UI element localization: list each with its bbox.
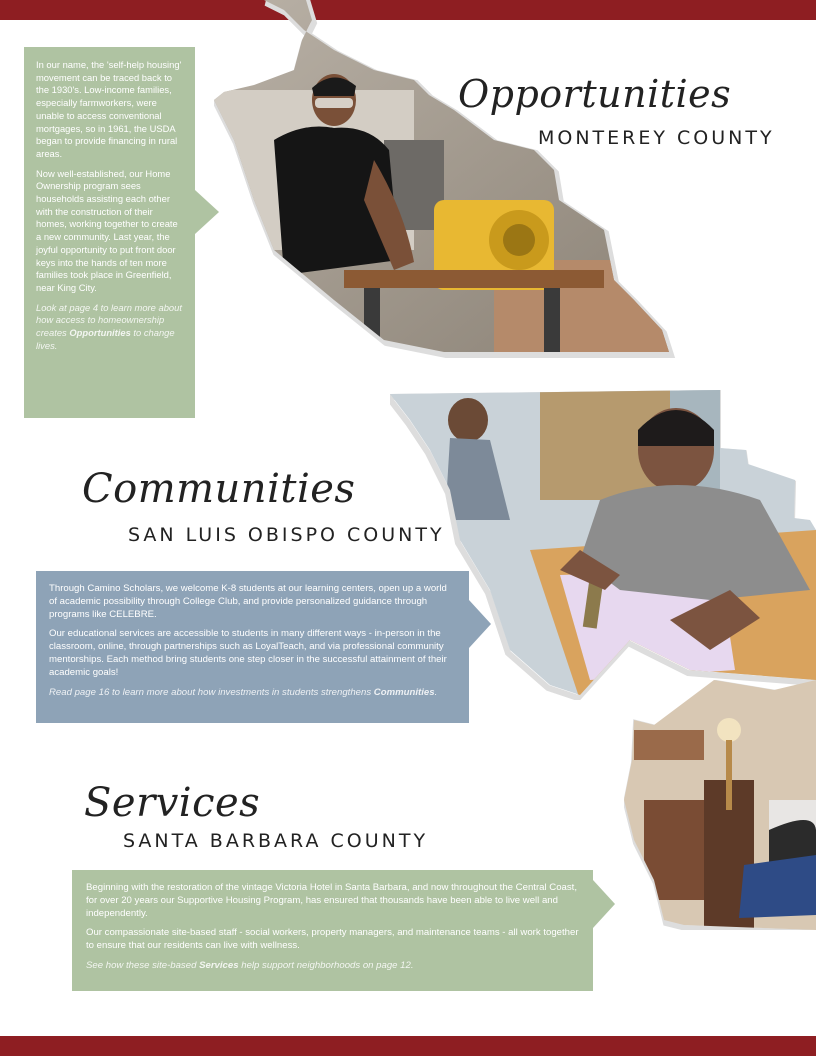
communities-cta-prefix: Read page 16 to learn more about how investments in students strengthens (49, 686, 374, 698)
opportunities-heading: Opportunities (458, 72, 732, 116)
services-paragraph-2: Our compassionate site-based staff - social workers, property managers, and maintenance teams - all work together to ensure that our residents can live with wellness. (86, 927, 579, 952)
opportunities-paragraph-1: In our name, the 'self-help housing' movement can be traced back to the 1930's. Low-income families, especially farmworkers, were unable to access conventional mortgages, so in 1961, the USDA began to provide financing in rural areas. (36, 59, 182, 159)
opportunities-cta-suffix: to change lives. (36, 327, 175, 351)
services-paragraph-1: Beginning with the restoration of the vintage Victoria Hotel in Santa Barbara, and now throughout the Central Coast, for over 20 years our Supportive Housing Program, has ensured that thousands have been able to live well and independently. (86, 882, 578, 919)
opportunities-paragraph-2: Now well-established, our Home Ownership program sees households assisting each other with the construction of their homes, working together to create a new community. Last year, the joyful opportunity to put front door keys into the hands of ten more families took place in Greenfield, near King City. (36, 167, 178, 293)
services-box-pointer (593, 880, 615, 928)
bottom-accent-bar (0, 1036, 816, 1056)
services-text-box (72, 870, 593, 991)
communities-paragraph-1: Through Camino Scholars, we welcome K-8 students at our learning centers, open up a world of academic possibility through College Club, and provide personalized guidance through programs like CELEBRE. (49, 583, 447, 620)
monterey-county-photo (214, 0, 684, 360)
services-cta-prefix: See how these site-based (86, 959, 200, 971)
communities-box-pointer (469, 600, 491, 648)
services-cta-suffix: help support neighborhoods on page 12. (238, 959, 414, 971)
communities-cta-suffix: . (434, 686, 438, 698)
santa-barbara-county-photo (624, 680, 816, 930)
opportunities-text-box (24, 47, 195, 418)
opportunities-county-label: MONTEREY COUNTY (538, 127, 775, 149)
services-county-label: SANTA BARBARA COUNTY (123, 830, 429, 852)
opportunities-cta (36, 302, 185, 353)
services-cta (86, 960, 579, 973)
communities-cta (49, 687, 455, 700)
communities-county-label: SAN LUIS OBISPO COUNTY (128, 524, 445, 546)
communities-heading: Communities (82, 466, 356, 512)
communities-cta-bold: Communities (373, 686, 435, 698)
services-heading: Services (84, 780, 261, 826)
communities-text-box (36, 571, 469, 723)
services-cta-bold: Services (199, 959, 239, 971)
opportunities-box-pointer (195, 190, 219, 234)
opportunities-cta-bold: Opportunities (69, 327, 131, 339)
opportunities-cta-prefix: Look at page 4 to learn more about how access to homeownership creates (36, 301, 182, 339)
communities-paragraph-2: Our educational services are accessible to students in many different ways - in-person in the classroom, online, through partnerships such as LoyalTeach, and via professional community mentorships. Each method bring students one step closer in the successful attainment of their academic goals! (49, 628, 447, 678)
